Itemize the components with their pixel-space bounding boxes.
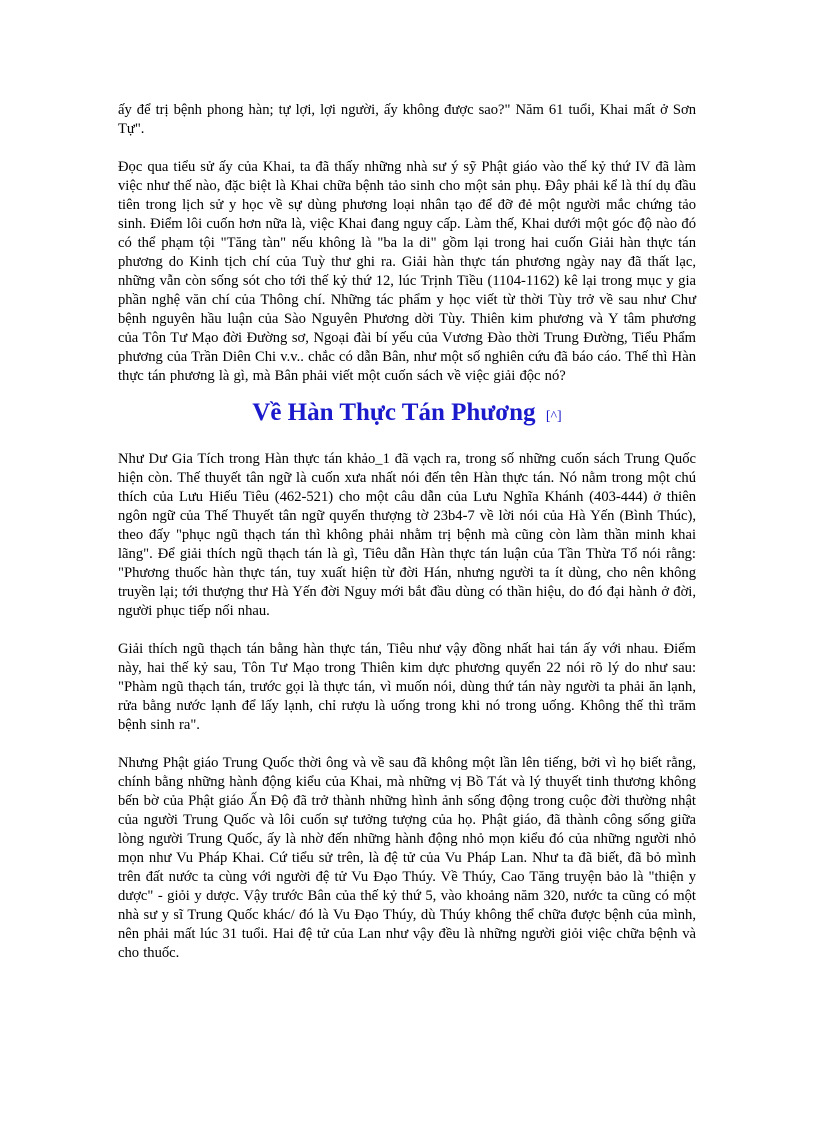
section-heading-title: Về Hàn Thực Tán Phương xyxy=(252,399,536,426)
paragraph-gap xyxy=(118,735,696,754)
paragraph-1: ấy để trị bệnh phong hàn; tự lợi, lợi người, ấy không được sao?" Năm 61 tuổi, Khai mất ở Sơn Tự". xyxy=(118,102,696,137)
paragraph-gap xyxy=(118,621,696,640)
paragraph-4: Giải thích ngũ thạch tán bằng hàn thực tán, Tiêu như vậy đồng nhất hai tán ấy với nhau. Điểm này, hai thế kỷ sau, Tôn Tư Mạo trong Thiên kim dực phương quyển 22 nói rõ lý do như sau: "Phàm ngũ thạch tán, trước gọi là thực tán, vì muốn nói, dùng thứ tán này người ta phải ăn lạnh, rửa bằng nước lạnh để lấy lạnh, chỉ rượu là uống trong khi nó trong uống. Không thế thì trăm bệnh sinh ra". xyxy=(118,641,696,733)
paragraph-3: Như Dư Gia Tích trong Hàn thực tán khảo_1 đã vạch ra, trong số những cuốn sách Trung Quốc hiện còn. Thế thuyết tân ngữ là cuốn xưa nhất nói đến tên Hàn thực tán. Nó nằm trong một chú thích của Lưu Hiếu Tiêu (462-521) cho một câu dẫn của Lưu Nghĩa Khánh (403-444) ở thiên ngôn ngữ của Thế Thuyết tân ngữ quyển thượng tờ 23b4-7 về lời nói của Hà Yến (Bình Thúc), theo đấy "phục ngũ thạch tán thì không phải nhằm trị bệnh mà cũng còn làm thần minh khai lãng". Để giải thích ngũ thạch tán là gì, Tiêu dẫn Hàn thực tán luận của Tần Thừa Tổ nói rằng: "Phương thuốc hàn thực tán, tuy xuất hiện từ đời Hán, nhưng người ta ít dùng, cho nên không truyền lại; tới thượng thư Hà Yến đời Nguy mới bắt đầu dùng có thần hiệu, do đó đại hành ở đời, người phục tiếp nối nhau. xyxy=(118,451,696,619)
paragraph-2: Đọc qua tiểu sử ấy của Khai, ta đã thấy những nhà sư ý sỹ Phật giáo vào thế kỷ thứ IV đã làm việc như thế nào, đặc biệt là Khai chữa bệnh tảo sinh cho một sản phụ. Đây phải kể là thí dụ đầu tiên trong lịch sử y học về sự dùng phương loại nhân tạo để đỡ đẻ một người mắc chứng tảo sinh. Điểm lôi cuốn hơn nữa là, việc Khai đang nguy cấp. Làm thế, Khai dưới một góc độ nào đó có thể phạm tội "Tăng tàn" nếu không là "ba la di" gồm lại trong hai cuốn Giải hàn thực tán phương do Kinh tịch chí của Tuỳ thư ghi ra. Giải hàn thực tán phương ngày nay đã thất lạc, những vẫn còn sống sót cho tới thế kỷ thứ 12, lúc Trịnh Tiều (1104-1162) kê lại trong mục y gia phần nghệ văn chí của Thông chí. Những tác phẩm y học viết từ thời Tùy trở về sau như Chư bệnh nguyên hầu luận của Sào Nguyên Phương dời Tùy. Thiên kim phương và Y tâm phương của Tôn Tư Mạo đời Đường sơ, Ngoại đài bí yếu của Vương Đào thời Trung Đường, Tiểu Phẩm phương của Trần Diên Chi v.v.. chắc có dẫn Bân, như một số nghiên cứu đã báo cáo. Thế thì Hàn thực tán phương là gì, mà Bân phải viết một cuốn sách về việc giải độc nó? xyxy=(118,159,696,384)
paragraph-5: Nhưng Phật giáo Trung Quốc thời ông và về sau đã không một lần lên tiếng, bởi vì họ biết rằng, chính bằng những hành động kiểu của Khai, mà những vị Bồ Tát và lý thuyết tinh thương không bến bờ của Phật giáo Ấn Độ đã trở thành những hình ảnh sống động trong cuộc đời thường nhật của người Trung Quốc và lôi cuốn sự tưởng tượng của họ. Phật giáo, đã thành công sống giữa lòng người Trung Quốc, ấy là nhờ đến những hành động nhỏ mọn kiểu đó của những người nhỏ mọn như Vu Pháp Khai. Cứ tiểu sử trên, là đệ tử của Vu Pháp Lan. Như ta đã biết, đã bỏ mình trên đất nước ta cùng với người đệ tử Vu Đạo Thúy. Về Thúy, Cao Tăng truyện bảo là "thiện y dược" - giỏi y dược. Vậy trước Bân của thế kỷ thứ 5, vào khoảng năm 320, nước ta cũng có một nhà sư y sĩ Trung Quốc khác/ đó là Vu Đạo Thúy, dù Thúy không thể chữa được bệnh của mình, nên phải mất lúc 31 tuổi. Hai đệ tử của Lan như vậy đều là những người giỏi việc chữa bệnh và cho thuốc. xyxy=(118,755,696,961)
back-to-top-link[interactable]: [^] xyxy=(545,409,562,424)
section-heading xyxy=(118,398,696,432)
paragraph-gap xyxy=(118,139,696,158)
document-page xyxy=(118,101,696,963)
